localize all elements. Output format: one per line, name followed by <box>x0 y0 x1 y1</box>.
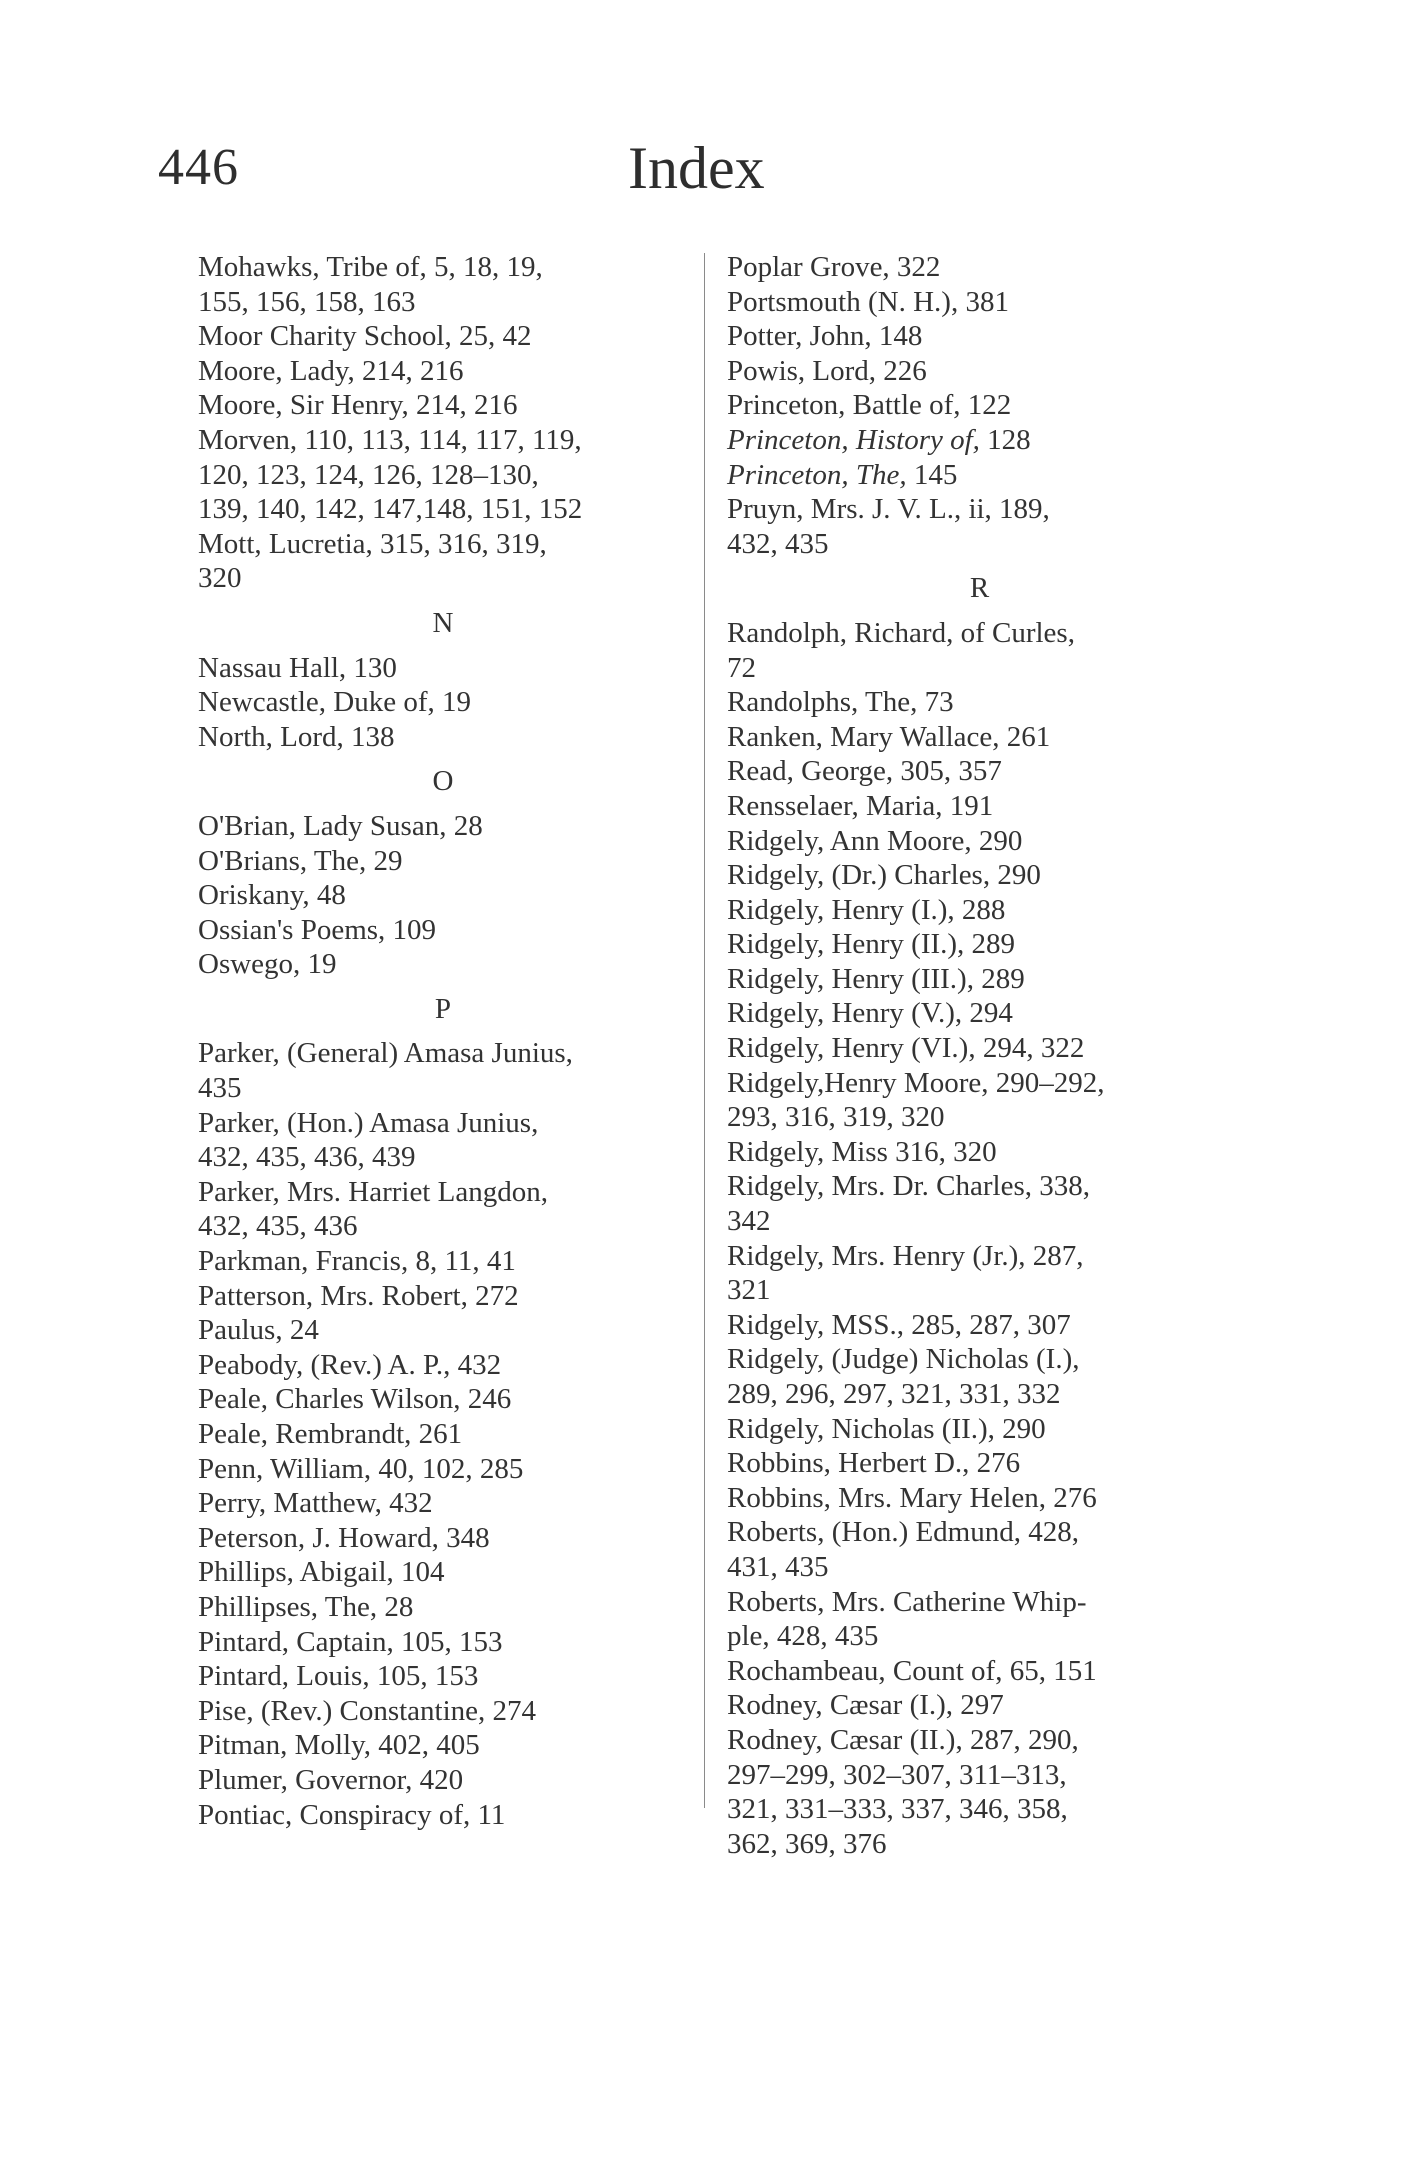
index-entry-line: 432, 435, 436, 439 <box>198 1141 416 1174</box>
index-entry-line: Parker, Mrs. Harriet Langdon, <box>198 1175 548 1208</box>
index-entry-line: Rodney, Cæsar (I.), 297 <box>727 1689 1004 1722</box>
index-entry-line: Princeton, Battle of, 122 <box>727 389 1012 422</box>
index-entry-line: Ridgely, Henry (I.), 288 <box>727 893 1006 926</box>
index-entry-line: 342 <box>727 1205 771 1238</box>
index-entry-line: 297–299, 302–307, 311–313, <box>727 1758 1067 1791</box>
index-entry-line: Ridgely, Henry (VI.), 294, 322 <box>727 1032 1085 1065</box>
index-entry-line: Ridgely, Henry (II.), 289 <box>727 928 1016 961</box>
index-entry-line: 431, 435 <box>727 1550 829 1583</box>
index-entry-line: 362, 369, 376 <box>727 1827 887 1860</box>
index-entry-line: Ridgely, Nicholas (II.), 290 <box>727 1412 1046 1445</box>
index-entry-line: Moor Charity School, 25, 42 <box>198 320 532 353</box>
index-entry-line: Powis, Lord, 226 <box>727 354 927 387</box>
index-entry-line: Read, George, 305, 357 <box>727 755 1002 788</box>
index-entry-line: Newcastle, Duke of, 19 <box>198 686 471 719</box>
index-entry-line: Ossian's Poems, 109 <box>198 913 437 946</box>
index-entry-title: Princeton, History of, <box>727 423 980 456</box>
index-entry-line: Phillipses, The, 28 <box>198 1590 414 1623</box>
index-entry-line <box>727 423 1232 458</box>
index-entry-pages: 145 <box>906 458 958 491</box>
index-entry-line: Nassau Hall, 130 <box>198 651 397 684</box>
index-entry-line: Pitman, Molly, 402, 405 <box>198 1729 480 1762</box>
index-column-right <box>727 250 1232 1861</box>
index-entry-line: Ridgely,Henry Moore, 290–292, <box>727 1066 1105 1099</box>
index-entry-line: O'Brian, Lady Susan, 28 <box>198 809 483 842</box>
index-entry-line: Phillips, Abigail, 104 <box>198 1556 445 1589</box>
index-entry-line: Ridgely, Miss 316, 320 <box>727 1135 997 1168</box>
index-column-left <box>198 250 688 1832</box>
index-entry-line: Rensselaer, Maria, 191 <box>727 789 994 822</box>
index-entry-line: 432, 435, 436 <box>198 1210 358 1243</box>
index-entry-line: Moore, Lady, 214, 216 <box>198 354 464 387</box>
index-entry-line: Paulus, 24 <box>198 1314 319 1347</box>
index-entry-line: Peale, Rembrandt, 261 <box>198 1418 463 1450</box>
index-entry-line: Ridgely, Henry (III.), 289 <box>727 962 1025 995</box>
index-entry-line: Mohawks, Tribe of, 5, 18, 19, <box>198 251 543 283</box>
index-entry-line: Rochambeau, Count of, 65, 151 <box>727 1654 1097 1687</box>
index-entry-line: Pintard, Louis, 105, 153 <box>198 1660 479 1693</box>
index-entry-line: Roberts, Mrs. Catherine Whip- <box>727 1585 1087 1618</box>
index-entry-line: Pintard, Captain, 105, 153 <box>198 1625 503 1658</box>
index-entry-line: Mott, Lucretia, 315, 316, 319, <box>198 527 547 560</box>
index-entry-line: Poplar Grove, 322 <box>727 251 941 283</box>
index-entry-line: Peabody, (Rev.) A. P., 432 <box>198 1348 502 1381</box>
index-entry-line: 289, 296, 297, 321, 331, 332 <box>727 1378 1061 1410</box>
index-entry-line: 321 <box>727 1274 771 1307</box>
index-entry-line: North, Lord, 138 <box>198 720 395 753</box>
index-entry-line: Peale, Charles Wilson, 246 <box>198 1383 512 1416</box>
index-entry-line: 139, 140, 142, 147,148, 151, 152 <box>198 493 583 526</box>
index-entry-line: Robbins, Mrs. Mary Helen, 276 <box>727 1481 1097 1514</box>
index-entry-line: 435 <box>198 1072 242 1105</box>
index-entry-line: ple, 428, 435 <box>727 1620 879 1653</box>
index-entry-line: 432, 435 <box>727 527 829 560</box>
index-entry-line: Patterson, Mrs. Robert, 272 <box>198 1279 519 1312</box>
column-divider <box>704 253 705 1808</box>
index-entry-line: Penn, William, 40, 102, 285 <box>198 1452 524 1485</box>
index-entry-line: Ridgely, (Dr.) Charles, 290 <box>727 859 1041 892</box>
index-entry-line: Parkman, Francis, 8, 11, 41 <box>198 1245 516 1278</box>
index-entry-title: Princeton, The, <box>727 458 907 491</box>
index-entry-line: Randolph, Richard, of Curles, <box>727 616 1075 649</box>
index-entry-line: Parker, (General) Amasa Junius, <box>198 1037 573 1070</box>
page-title: Index <box>628 135 765 201</box>
index-entry-line: Ridgely, Ann Moore, 290 <box>727 824 1023 857</box>
index-entry-line: Ridgely, (Judge) Nicholas (I.), <box>727 1343 1080 1376</box>
section-letter: R <box>969 572 990 605</box>
index-entry-line: Pise, (Rev.) Constantine, 274 <box>198 1694 537 1727</box>
index-entry-line: Portsmouth (N. H.), 381 <box>727 285 1009 318</box>
index-entry-line: Oswego, 19 <box>198 948 337 981</box>
index-entry-line: Oriskany, 48 <box>198 879 346 912</box>
section-letter: O <box>432 765 454 798</box>
index-entry-line: Perry, Matthew, 432 <box>198 1487 433 1520</box>
index-entry-line: Plumer, Governor, 420 <box>198 1763 464 1796</box>
section-letter: N <box>432 606 454 639</box>
index-entry-line: 72 <box>727 651 756 684</box>
index-entry-line: Peterson, J. Howard, 348 <box>198 1521 490 1554</box>
section-letter: P <box>434 992 452 1025</box>
index-entry-line: Pruyn, Mrs. J. V. L., ii, 189, <box>727 493 1050 526</box>
index-entry-line: 293, 316, 319, 320 <box>727 1101 945 1134</box>
index-entry-line: Morven, 110, 113, 114, 117, 119, <box>198 423 582 456</box>
index-entry-line: O'Brians, The, 29 <box>198 844 403 877</box>
index-entry-line: Randolphs, The, 73 <box>727 686 954 719</box>
index-entry-line: Ridgely, Mrs. Dr. Charles, 338, <box>727 1170 1091 1203</box>
index-entry-line: Ranken, Mary Wallace, 261 <box>727 720 1051 753</box>
index-entry-line: 155, 156, 158, 163 <box>198 285 416 318</box>
page-number: 446 <box>158 139 239 196</box>
index-entry-line: Roberts, (Hon.) Edmund, 428, <box>727 1516 1079 1549</box>
index-entry-line: 120, 123, 124, 126, 128–130, <box>198 458 539 491</box>
index-entry-line: Robbins, Herbert D., 276 <box>727 1447 1021 1480</box>
index-entry-line: Moore, Sir Henry, 214, 216 <box>198 389 518 422</box>
index-entry-line <box>727 458 1232 493</box>
index-entry-line: 321, 331–333, 337, 346, 358, <box>727 1793 1068 1826</box>
index-entry-pages: 128 <box>979 423 1031 456</box>
index-entry-line: Ridgely, Mrs. Henry (Jr.), 287, <box>727 1239 1084 1272</box>
index-entry-line: Pontiac, Conspiracy of, 11 <box>198 1798 506 1831</box>
index-entry-line: 320 <box>198 562 242 595</box>
index-entry-line: Rodney, Cæsar (II.), 287, 290, <box>727 1723 1079 1756</box>
index-entry-line: Potter, John, 148 <box>727 320 923 353</box>
index-entry-line: Parker, (Hon.) Amasa Junius, <box>198 1106 539 1139</box>
index-entry-line: Ridgely, MSS., 285, 287, 307 <box>727 1308 1071 1341</box>
index-entry-line: Ridgely, Henry (V.), 294 <box>727 997 1013 1030</box>
